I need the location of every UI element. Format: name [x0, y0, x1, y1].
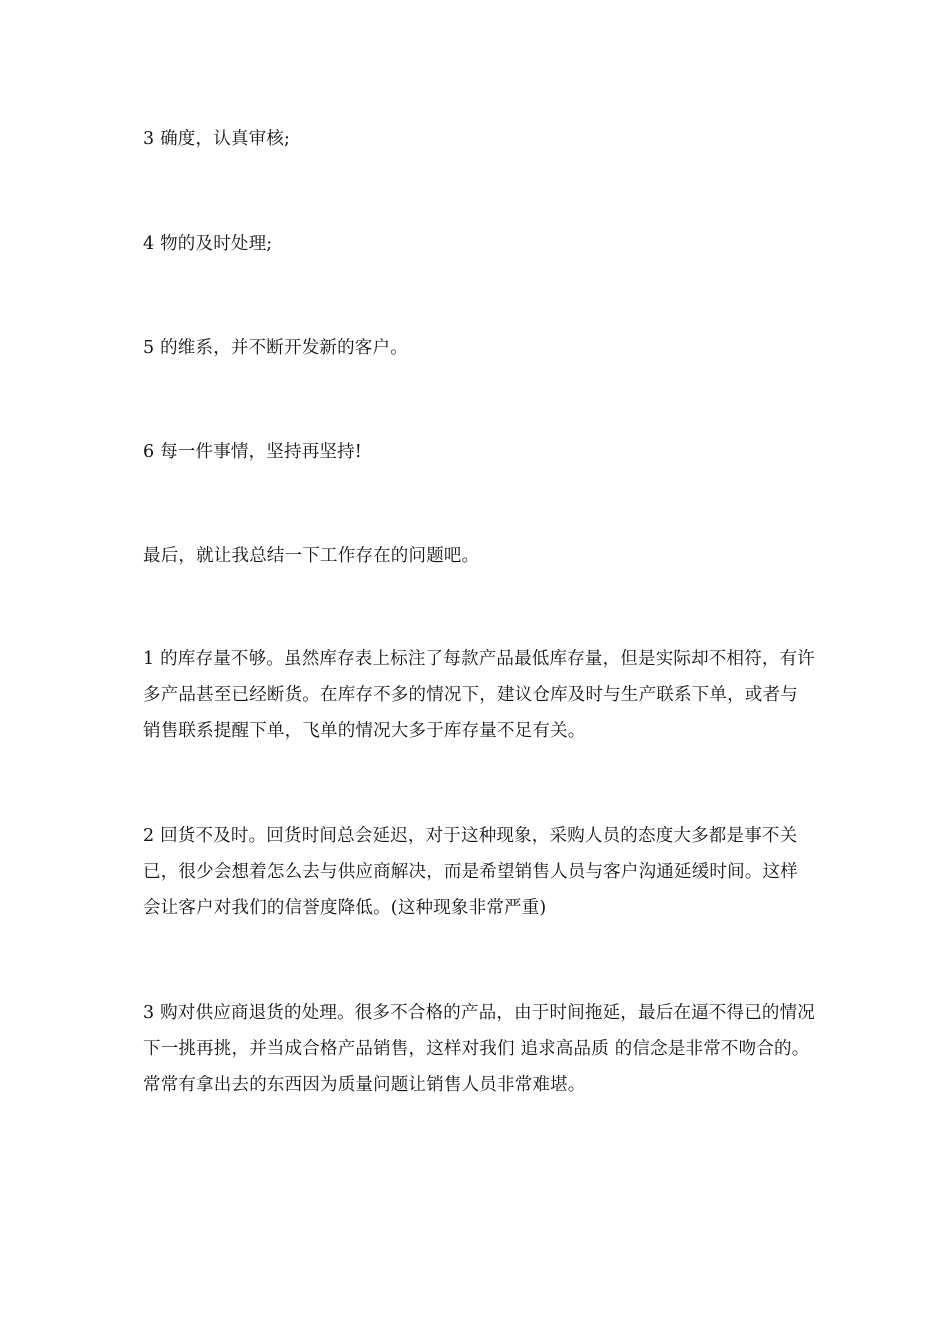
paragraph-problems-intro: 最后，就让我总结一下工作存在的问题吧。 [143, 546, 480, 566]
paragraph-item-4-timely-handling: 4 物的及时处理; [143, 234, 273, 254]
paragraph-item-5-customer-relations: 5 的维系，并不断开发新的客户。 [143, 338, 408, 358]
paragraph-item-6-persistence: 6 每一件事情，坚持再坚持! [143, 442, 363, 462]
paragraph-problem-1-inventory: 1 的库存量不够。虽然库存表上标注了每款产品最低库存量，但是实际却不相符，有许多产品甚至已经断货。在库存不多的情况下，建议仓库及时与生产联系下单，或者与销售联系提醒下单，飞单的情况大多于库存量不足有关。 [143, 649, 815, 741]
paragraph-problem-3-returns: 3 购对供应商退货的处理。很多不合格的产品，由于时间拖延，最后在逼不得已的情况下一挑再挑，并当成合格产品销售，这样对我们 追求高品质 的信念是非常不吻合的。常常有拿出去的东西因为质量问题让销售人员非常难堪。 [143, 1003, 815, 1095]
paragraph-problem-2-late-delivery: 2 回货不及时。回货时间总会延迟，对于这种现象，采购人员的态度大多都是事不关已，很少会想着怎么去与供应商解决，而是希望销售人员与客户沟通延缓时间。这样会让客户对我们的信誉度降低。(这种现象非常严重) [143, 826, 798, 918]
paragraph-item-3-accuracy: 3 确度，认真审核; [143, 129, 291, 149]
